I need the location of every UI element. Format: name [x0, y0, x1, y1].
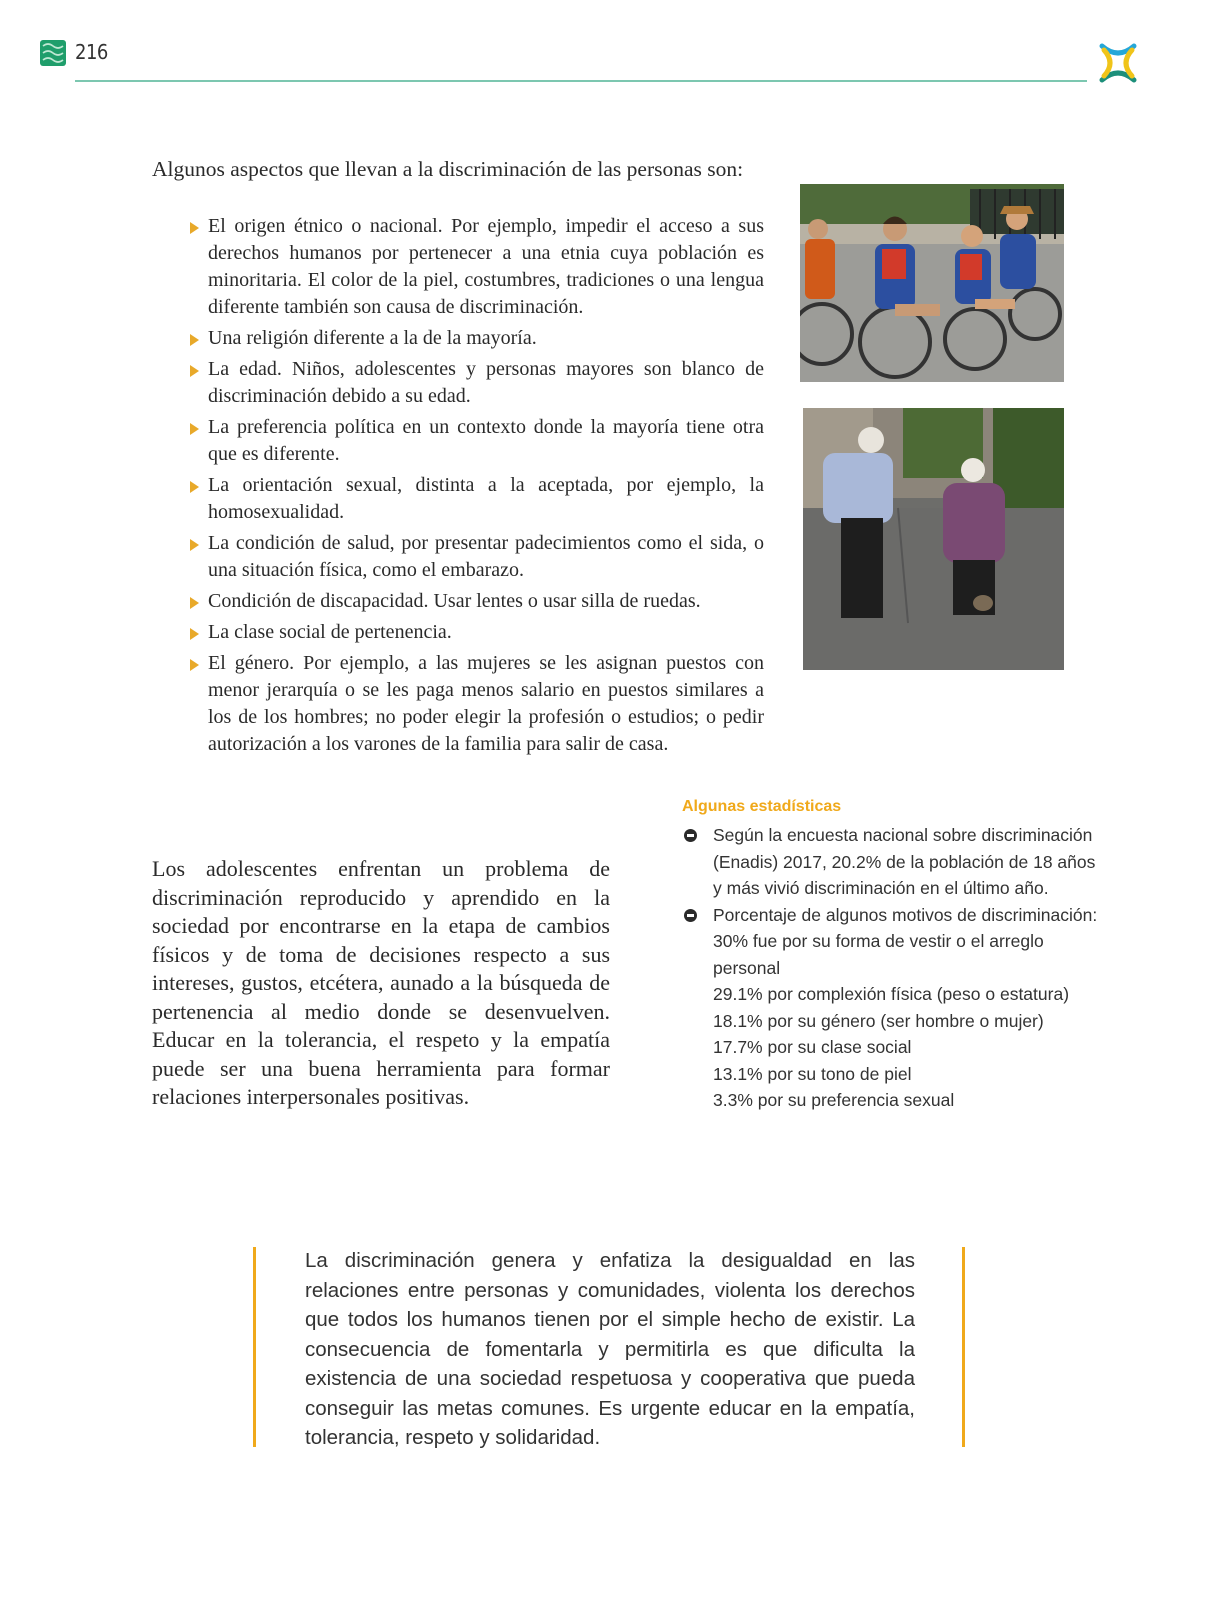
- list-item: La clase social de pertenencia.: [186, 619, 764, 646]
- list-item: La preferencia política en un contexto donde la mayoría tiene otra que es diferente.: [186, 414, 764, 468]
- triangle-bullet-icon: [190, 334, 199, 346]
- list-item: Según la encuesta nacional sobre discriminación (Enadis) 2017, 20.2% de la población de 18 años y más vivió discriminación en el último año.: [682, 822, 1102, 902]
- circle-arrow-bullet-icon: [684, 909, 697, 922]
- triangle-bullet-icon: [190, 628, 199, 640]
- triangle-bullet-icon: [190, 539, 199, 551]
- list-item: La condición de salud, por presentar padecimientos como el sida, o una situación física, como el embarazo.: [186, 530, 764, 584]
- quote-bar-right: [962, 1247, 965, 1447]
- stats-subheading: Porcentaje de algunos motivos de discriminación:: [713, 904, 1098, 925]
- leaf-pattern-icon: [40, 40, 66, 66]
- list-item: Una religión diferente a la de la mayoría.: [186, 325, 764, 352]
- stat-line: 17.7% por su clase social: [713, 1037, 912, 1057]
- triangle-bullet-icon: [190, 222, 199, 234]
- intro-paragraph: Algunos aspectos que llevan a la discriminación de las personas son:: [152, 157, 744, 181]
- stat-line: 18.1% por su género (ser hombre o mujer): [713, 1010, 1044, 1031]
- list-item: El origen étnico o nacional. Por ejemplo, impedir el acceso a sus derechos humanos por pertenecer a una etnia cuya población es minoritaria. El color de la piel, costumbres, tradiciones o una lengua diferente también son causa de discriminación.: [186, 213, 764, 321]
- page-number: 216: [75, 40, 108, 64]
- list-item: La orientación sexual, distinta a la aceptada, por ejemplo, la homosexualidad.: [186, 472, 764, 526]
- quote-bar-left: [253, 1247, 256, 1447]
- adolescents-paragraph: Los adolescentes enfrentan un problema de discriminación reproducido y aprendido en la sociedad por encontrarse en la etapa de cambios físicos y de toma de decisiones respecto a sus intereses, gustos, etcétera, aunado a la búsqueda de pertenencia al medio donde se desenvuelven. Educar en la tolerancia, el respeto y la empatía puede ser una buena herramienta para formar relaciones interpersonales positivas.: [152, 856, 610, 1109]
- stat-line: 30% fue por su forma de vestir o el arreglo personal: [713, 931, 1044, 978]
- stat-line: 29.1% por complexión física (peso o estatura): [713, 984, 1070, 1004]
- wheelchair-users-photo: [800, 184, 1064, 382]
- stat-line: 3.3% por su preferencia sexual: [713, 1090, 955, 1110]
- triangle-bullet-icon: [190, 659, 199, 671]
- elderly-couple-photo: [803, 408, 1064, 670]
- list-item: Condición de discapacidad. Usar lentes o usar silla de ruedas.: [186, 588, 764, 615]
- curved-x-logo: [1096, 40, 1140, 86]
- statistics-box: [682, 798, 1102, 1114]
- list-item: El género. Por ejemplo, a las mujeres se les asignan puestos con menor jerarquía o se les paga menos salario en puestos similares a los de los hombres; no poder elegir la profesión o estudios; o pedir autorización a los varones de la familia para salir de casa.: [186, 650, 764, 758]
- stat-line: 13.1% por su tono de piel: [713, 1063, 912, 1084]
- discrimination-aspects-list: [186, 213, 764, 762]
- list-item: La edad. Niños, adolescentes y personas mayores son blanco de discriminación debido a su edad.: [186, 356, 764, 410]
- conclusion-quote: La discriminación genera y enfatiza la desigualdad en las relaciones entre personas y comunidades, violenta los derechos que todos los humanos tienen por el simple hecho de existir. La consecuencia de fomentarla y permitirla es que dificulta la existencia de una sociedad respetuosa y cooperativa que pueda conseguir las metas comunes. Es urgente educar en la empatía, tolerancia, respeto y solidaridad.: [305, 1249, 915, 1449]
- list-item: [682, 902, 1102, 1114]
- triangle-bullet-icon: [190, 365, 199, 377]
- triangle-bullet-icon: [190, 597, 199, 609]
- circle-arrow-bullet-icon: [684, 829, 697, 842]
- statistics-title: Algunas estadísticas: [682, 798, 842, 815]
- header-divider: [75, 80, 1087, 82]
- triangle-bullet-icon: [190, 481, 199, 493]
- triangle-bullet-icon: [190, 423, 199, 435]
